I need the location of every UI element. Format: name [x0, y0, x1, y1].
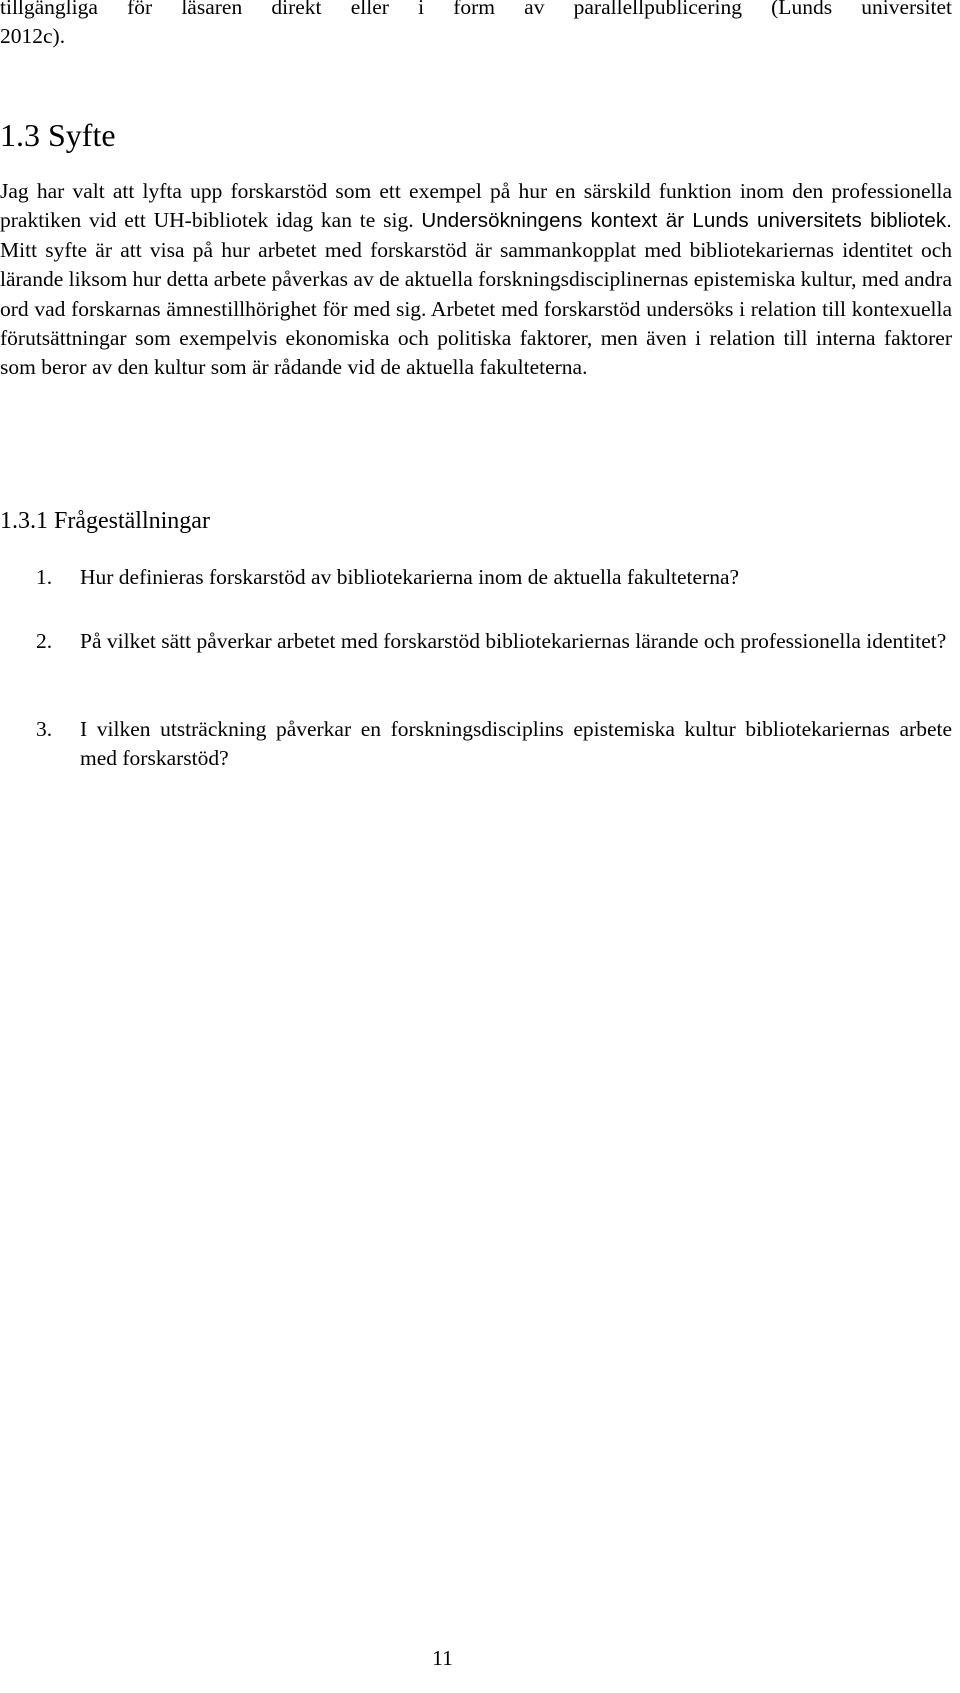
paragraph-part-2: Mitt syfte är att visa på hur arbetet med forskarstöd är sammankopplat med bibliotekariernas identitet och lärande liksom hur detta arbete påverkas av de aktuella forskningsdisciplinernas epistemiska kultur, med andra ord vad forskarnas ämnestillhörighet för med sig. Arbetet med forskarstöd undersöks i relation till kontexuella förutsättningar som exempelvis ekonomiska och politiska faktorer, men även i relation till interna faktorer som beror av den kultur som är rådande vid de aktuella fakulteterna.: [0, 237, 952, 380]
question-text: I vilken utsträckning påverkar en forskningsdisciplins epistemiska kultur bibliotekariernas arbete med forskarstöd?: [80, 717, 952, 771]
intro-line-2: 2012c).: [0, 24, 66, 49]
paragraph-sans-sentence: Undersökningens kontext är Lunds universitets bibliotek.: [421, 209, 952, 233]
question-text: Hur definieras forskarstöd av bibliotekarierna inom de aktuella fakulteterna?: [80, 565, 740, 589]
list-item: [0, 715, 952, 774]
paragraph-part-1: Jag har valt att lyfta upp forskarstöd som ett exempel på hur en särskild funktion inom den professionella praktiken vid ett UH-bibliotek idag kan te sig.: [0, 179, 952, 233]
question-number: 2.: [36, 629, 53, 653]
intro-paragraph-tail: [0, 0, 952, 52]
intro-line-1: tillgängliga för läsaren direkt eller i form av parallellpublicering (Lunds universitet: [0, 0, 952, 19]
purpose-paragraph: [0, 177, 952, 383]
section-heading: 1.3 Syfte: [0, 117, 116, 153]
list-item: [0, 627, 952, 656]
page-number: 11: [432, 1646, 453, 1670]
list-item: [0, 563, 952, 592]
question-number: 3.: [36, 717, 53, 741]
question-text: På vilket sätt påverkar arbetet med forskarstöd bibliotekariernas lärande och professionella identitet?: [80, 629, 947, 653]
subsection-heading: 1.3.1 Frågeställningar: [0, 508, 210, 534]
question-number: 1.: [36, 565, 53, 589]
